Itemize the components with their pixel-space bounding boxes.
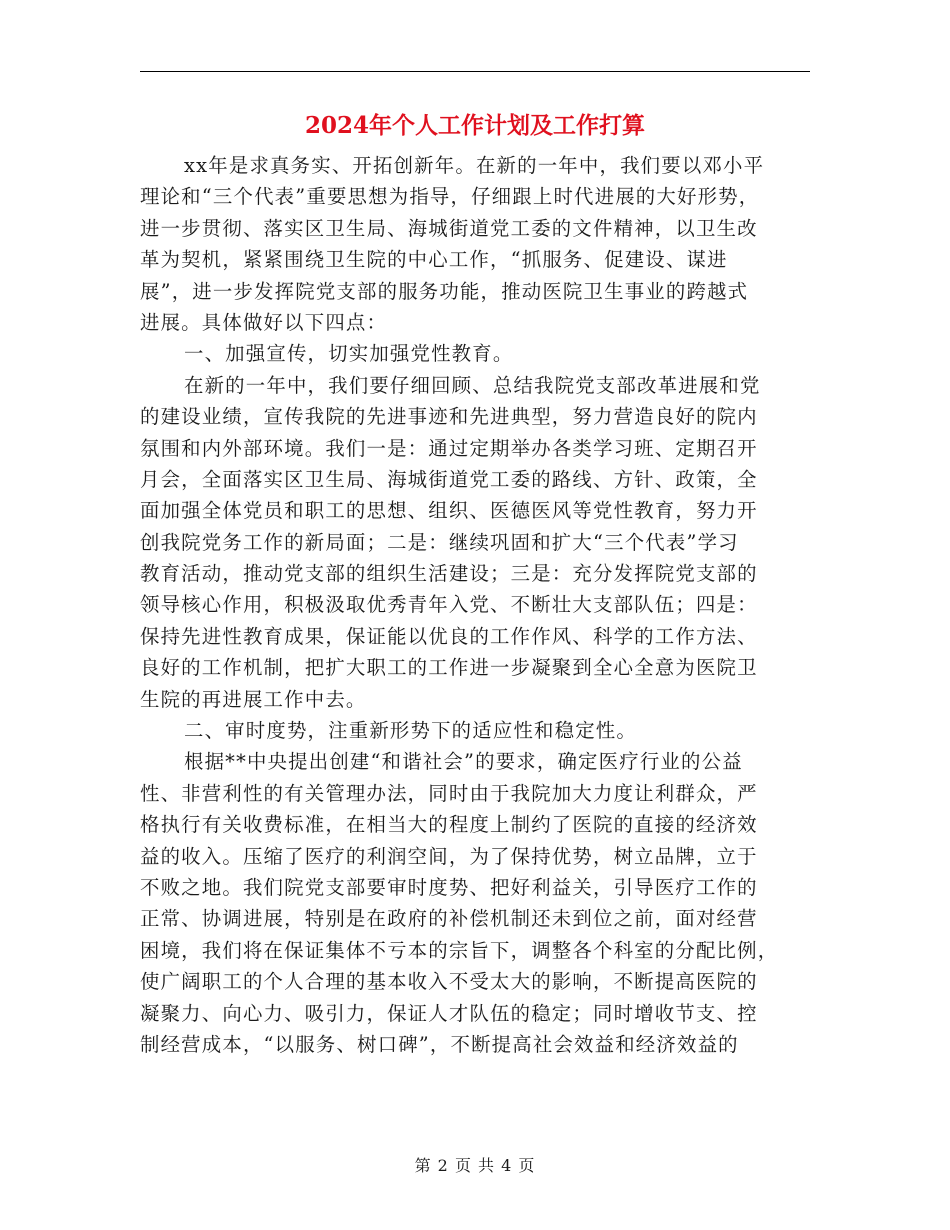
text-line: 展”，进一步发挥院党支部的服务功能，推动医院卫生事业的跨越式 (140, 279, 749, 303)
text-line: 凝聚力、向心力、吸引力，保证人才队伍的稳定；同时增收节支、控 (140, 1001, 758, 1025)
text-line: 氛围和内外部环境。我们一是：通过定期举办各类学习班、定期召开 (140, 436, 758, 460)
text-line: 理论和“三个代表”重要思想为指导，仔细跟上时代进展的大好形势， (140, 185, 760, 209)
text-line: 正常、协调进展，特别是在政府的补偿机制还未到位之前，面对经营 (140, 907, 758, 931)
text-line: 在新的一年中，我们要仔细回顾、总结我院党支部改革进展和党 (184, 373, 761, 397)
text-line: xx年是求真务实、开拓创新年。在新的一年中，我们要以邓小平 (184, 154, 765, 177)
text-line: 使广阔职工的个人合理的基本收入不受太大的影响，不断提高医院的 (140, 970, 758, 994)
text-line: 的建设业绩，宣传我院的先进事迹和先进典型，努力营造良好的院内 (140, 405, 758, 429)
header-rule (140, 71, 810, 72)
text-line: 保持先进性教育成果，保证能以优良的工作作风、科学的工作方法、 (140, 624, 758, 648)
text-line: 不败之地。我们院党支部要审时度势、把好利益关，引导医疗工作的 (140, 875, 758, 899)
document-body (140, 150, 812, 1060)
document-title: 2024年个人工作计划及工作打算 (304, 112, 645, 139)
text-line: 良好的工作机制，把扩大职工的工作进一步凝聚到全心全意为医院卫 (140, 656, 758, 680)
text-line: 进一步贯彻、落实区卫生局、海城街道党工委的文件精神，以卫生改 (140, 216, 758, 240)
text-line: 革为契机，紧紧围绕卫生院的中心工作，“抓服务、促建设、谋进 (140, 248, 728, 272)
text-line: 面加强全体党员和职工的思想、组织、医德医风等党性教育，努力开 (140, 499, 758, 523)
text-line: 益的收入。压缩了医疗的利润空间，为了保持优势，树立品牌，立于 (140, 844, 758, 868)
text-line: 教育活动，推动党支部的组织生活建设；三是：充分发挥院党支部的 (140, 562, 758, 586)
text-line: 困境，我们将在保证集体不亏本的宗旨下，调整各个科室的分配比例， (140, 938, 779, 962)
text-line: 制经营成本，“以服务、树口碑”，不断提高社会效益和经济效益的 (140, 1032, 739, 1056)
text-line: 领导核心作用，积极汲取优秀青年入党、不断壮大支部队伍；四是： (140, 593, 758, 617)
text-line: 格执行有关收费标准，在相当大的程度上制约了医院的直接的经济效 (140, 813, 758, 837)
page-footer: 第 2 页 共 4 页 (414, 1156, 536, 1175)
text-line: 月会，全面落实区卫生局、海城街道党工委的路线、方针、政策，全 (140, 467, 758, 491)
text-line: 根据**中央提出创建“和谐社会”的要求，确定医疗行业的公益 (184, 750, 743, 774)
text-line: 一、加强宣传，切实加强党性教育。 (184, 342, 514, 366)
text-line: 二、审时度势，注重新形势下的适应性和稳定性。 (184, 719, 637, 743)
text-line: 生院的再进展工作中去。 (140, 687, 367, 711)
text-line: 性、非营利性的有关管理办法，同时由于我院加大力度让利群众，严 (140, 781, 758, 805)
text-line: 创我院党务工作的新局面；二是：继续巩固和扩大“三个代表”学习 (140, 530, 739, 554)
text-line: 进展。具体做好以下四点： (140, 310, 388, 334)
